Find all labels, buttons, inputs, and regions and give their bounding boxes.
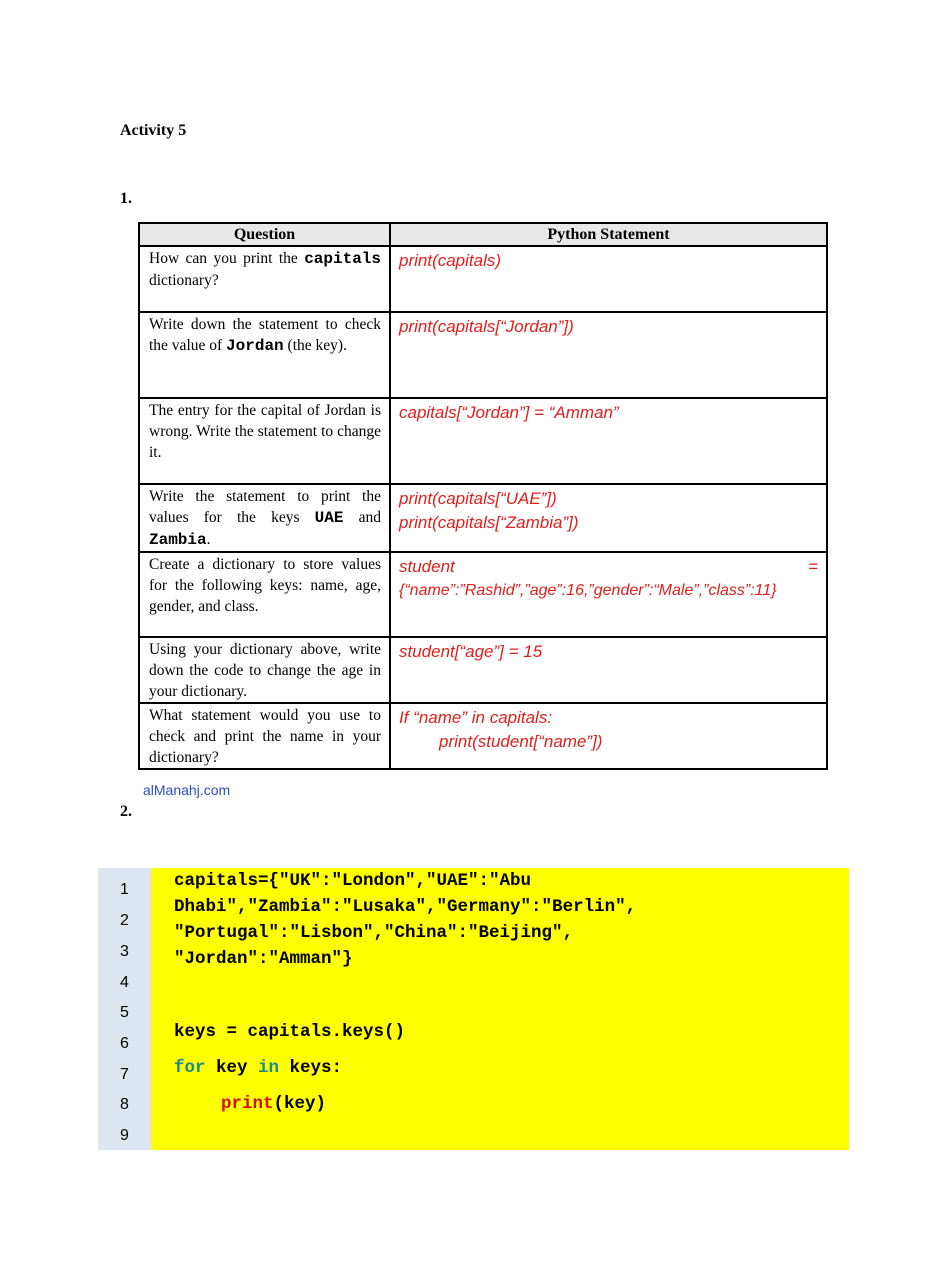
table-row (139, 312, 827, 398)
question-cell: What statement would you use to check and print the name in your dictionary? (139, 703, 390, 769)
code-line: Dhabi","Zambia":"Lusaka","Germany":"Berlin", (174, 897, 637, 917)
header-question: Question (139, 223, 390, 246)
code-line: "Jordan":"Amman"} (174, 949, 353, 969)
question-cell: The entry for the capital of Jordan is wrong. Write the statement to change it. (139, 398, 390, 484)
keyword-in: in (258, 1058, 280, 1078)
answer-cell: print(capitals[“UAE”]) print(capitals[“Zambia”]) (390, 484, 827, 552)
line-number: 3 (120, 943, 129, 960)
question-cell: How can you print the capitals dictionary? (139, 246, 390, 312)
line-number: 2 (120, 912, 129, 929)
line-number: 5 (120, 1004, 129, 1021)
code-line: keys = capitals.keys() (174, 1022, 406, 1042)
answer-cell: student = {“name”:”Rashid”,”age”:16,”gender”:“Male”,”class”:11} (390, 552, 827, 637)
activity-title: Activity 5 (120, 122, 187, 139)
builtin-print: print (221, 1094, 274, 1114)
line-number: 4 (120, 974, 129, 991)
table-row (139, 552, 827, 637)
table-row (139, 484, 827, 552)
table-row (139, 246, 827, 312)
line-number: 1 (120, 881, 129, 898)
line-number: 9 (120, 1127, 129, 1144)
section-2-number: 2. (120, 803, 132, 820)
line-number-gutter (98, 868, 151, 1150)
line-number: 8 (120, 1096, 129, 1113)
keyword-for: for (174, 1058, 206, 1078)
answer-cell: print(capitals[“Jordan”]) (390, 312, 827, 398)
question-cell: Using your dictionary above, write down the code to change the age in your dictionary. (139, 637, 390, 703)
code-line: capitals={"UK":"London","UAE":"Abu (174, 871, 532, 891)
line-number: 7 (120, 1066, 129, 1083)
table-header-row (139, 223, 827, 246)
line-number: 6 (120, 1035, 129, 1052)
question-table (138, 222, 828, 770)
header-python-statement: Python Statement (390, 223, 827, 246)
code-line: print(key) (221, 1094, 327, 1114)
code-line: for key in keys: (174, 1058, 343, 1078)
table-row (139, 703, 827, 769)
answer-cell: print(capitals) (390, 246, 827, 312)
question-cell: Write down the statement to check the value of Jordan (the key). (139, 312, 390, 398)
answer-cell: student[“age”] = 15 (390, 637, 827, 703)
table-row (139, 398, 827, 484)
answer-cell: If “name” in capitals: print(student[“name”]) (390, 703, 827, 769)
question-cell: Write the statement to print the values for the keys UAE and Zambia. (139, 484, 390, 552)
answer-cell: capitals[“Jordan”] = “Amman” (390, 398, 827, 484)
code-line: "Portugal":"Lisbon","China":"Beijing", (174, 923, 574, 943)
section-1-number: 1. (120, 190, 132, 207)
table-row (139, 637, 827, 703)
watermark-link[interactable]: alManahj.com (143, 782, 231, 798)
code-block (98, 868, 849, 1150)
question-cell: Create a dictionary to store values for the following keys: name, age, gender, and class. (139, 552, 390, 637)
